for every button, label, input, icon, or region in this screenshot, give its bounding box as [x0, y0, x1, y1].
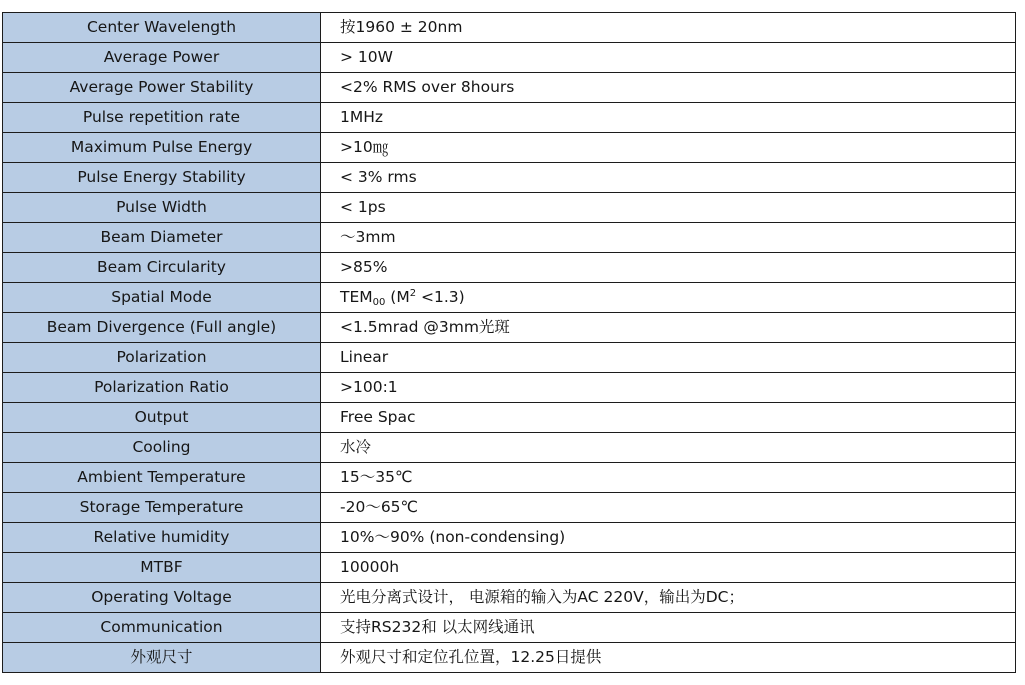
parameter-name: Average Power Stability	[3, 73, 321, 103]
parameter-value: 10%～90% (non-condensing)	[321, 523, 1016, 553]
spatial-mode-middle: (M	[385, 288, 410, 306]
parameter-name: Storage Temperature	[3, 493, 321, 523]
parameter-value: <2% RMS over 8hours	[321, 73, 1016, 103]
parameter-name: Pulse Energy Stability	[3, 163, 321, 193]
parameter-name: Relative humidity	[3, 523, 321, 553]
parameter-name: Beam Diameter	[3, 223, 321, 253]
table-row	[3, 343, 1016, 373]
table-row	[3, 73, 1016, 103]
spec-table	[2, 12, 1016, 673]
table-row	[3, 463, 1016, 493]
table-row	[3, 433, 1016, 463]
parameter-value: > 10W	[321, 43, 1016, 73]
parameter-name: Polarization Ratio	[3, 373, 321, 403]
parameter-value: Free Spac	[321, 403, 1016, 433]
parameter-name: Beam Divergence (Full angle)	[3, 313, 321, 343]
parameter-value: 外观尺寸和定位孔位置，12.25日提供	[321, 643, 1016, 673]
table-row	[3, 193, 1016, 223]
table-row	[3, 553, 1016, 583]
parameter-value: Linear	[321, 343, 1016, 373]
parameter-name: Ambient Temperature	[3, 463, 321, 493]
parameter-name: MTBF	[3, 553, 321, 583]
table-row	[3, 523, 1016, 553]
table-row	[3, 43, 1016, 73]
parameter-name: Polarization	[3, 343, 321, 373]
parameter-value: 10000h	[321, 553, 1016, 583]
table-row	[3, 103, 1016, 133]
table-row	[3, 283, 1016, 313]
parameter-value: 15～35℃	[321, 463, 1016, 493]
parameter-value: 按1960 ± 20nm	[321, 13, 1016, 43]
spatial-mode-prefix: TEM	[340, 288, 373, 306]
parameter-name: Spatial Mode	[3, 283, 321, 313]
parameter-name: Pulse repetition rate	[3, 103, 321, 133]
parameter-value: -20～65℃	[321, 493, 1016, 523]
parameter-value: <1.5mrad @3mm光斑	[321, 313, 1016, 343]
parameter-value: >100:1	[321, 373, 1016, 403]
parameter-name: Pulse Width	[3, 193, 321, 223]
table-row	[3, 163, 1016, 193]
parameter-name: Cooling	[3, 433, 321, 463]
parameter-name: Operating Voltage	[3, 583, 321, 613]
parameter-value: 1MHz	[321, 103, 1016, 133]
parameter-value: ～3mm	[321, 223, 1016, 253]
table-row	[3, 133, 1016, 163]
table-row	[3, 373, 1016, 403]
parameter-name: Maximum Pulse Energy	[3, 133, 321, 163]
parameter-value-spatial-mode	[321, 283, 1016, 313]
spatial-mode-subscript: 00	[372, 297, 386, 308]
table-row	[3, 403, 1016, 433]
table-row	[3, 643, 1016, 673]
table-row	[3, 493, 1016, 523]
parameter-value: >85%	[321, 253, 1016, 283]
parameter-name: Center Wavelength	[3, 13, 321, 43]
parameter-name: Beam Circularity	[3, 253, 321, 283]
parameter-value: < 1ps	[321, 193, 1016, 223]
table-row	[3, 613, 1016, 643]
parameter-name: Average Power	[3, 43, 321, 73]
table-row	[3, 313, 1016, 343]
parameter-value: 支持RS232和 以太网线通讯	[321, 613, 1016, 643]
parameter-name: Output	[3, 403, 321, 433]
spatial-mode-suffix: <1.3)	[416, 288, 465, 306]
parameter-value: 水冷	[321, 433, 1016, 463]
table-row	[3, 583, 1016, 613]
parameter-value: < 3% rms	[321, 163, 1016, 193]
parameter-name: 外观尺寸	[3, 643, 321, 673]
table-row	[3, 13, 1016, 43]
parameter-value: >10㎎	[321, 133, 1016, 163]
spatial-mode-superscript: 2	[409, 288, 417, 299]
table-row	[3, 223, 1016, 253]
parameter-value: 光电分离式设计， 电源箱的输入为AC 220V，输出为DC；	[321, 583, 1016, 613]
parameter-name: Communication	[3, 613, 321, 643]
table-row	[3, 253, 1016, 283]
